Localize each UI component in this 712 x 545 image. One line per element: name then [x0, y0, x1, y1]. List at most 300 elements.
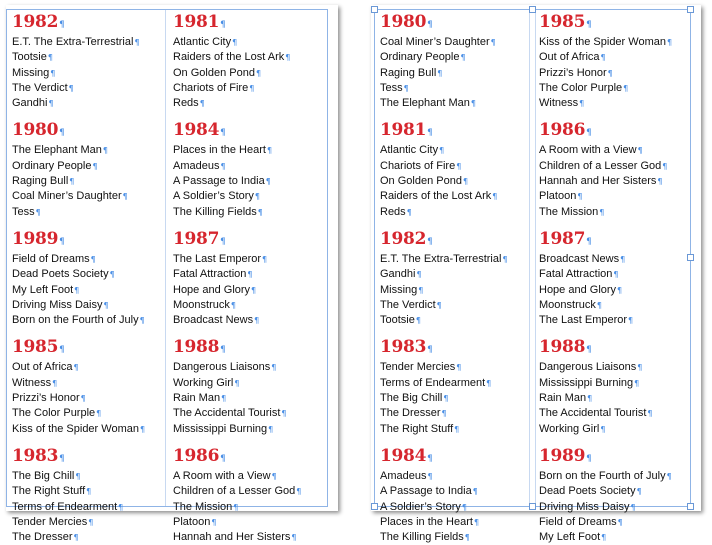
- film-title-text: Raiders of the Lost Ark: [173, 51, 285, 64]
- pilcrow-mark: ¶: [47, 53, 53, 63]
- film-title: [380, 205, 530, 220]
- film-title-text: Born on the Fourth of July: [539, 469, 666, 482]
- text-frame-unsorted[interactable]: [6, 9, 328, 544]
- pilcrow-mark: ¶: [59, 453, 65, 464]
- film-title: [380, 267, 530, 282]
- frame-handle-top-mid[interactable]: [529, 6, 536, 13]
- film-title: [380, 484, 530, 499]
- pilcrow-mark: ¶: [52, 378, 58, 388]
- film-title-text: The Dresser: [12, 531, 73, 544]
- film-title-text: Hope and Glory: [539, 283, 617, 296]
- film-title-text: Chariots of Fire: [380, 159, 456, 172]
- film-title-text: Prizzi’s Honor: [539, 66, 607, 79]
- pilcrow-mark: ¶: [68, 83, 74, 93]
- pilcrow-mark: ¶: [473, 517, 480, 527]
- pilcrow-mark: ¶: [427, 345, 433, 356]
- film-title-text: Hannah and Her Sisters: [173, 531, 291, 544]
- pilcrow-mark: ¶: [251, 285, 257, 295]
- film-title-text: Places in the Heart: [173, 144, 266, 157]
- film-title: [173, 50, 323, 65]
- year-text: 1980: [380, 12, 427, 32]
- pilcrow-mark: ¶: [461, 502, 468, 512]
- film-title: [12, 360, 162, 375]
- film-title-text: E.T. The Extra-Terrestrial: [12, 36, 134, 48]
- film-title-text: My Left Foot: [539, 531, 601, 544]
- pilcrow-mark: ¶: [109, 270, 115, 280]
- pilcrow-mark: ¶: [472, 487, 478, 497]
- film-title-text: Tess: [380, 81, 403, 94]
- pilcrow-mark: ¶: [454, 424, 460, 434]
- pilcrow-mark: ¶: [456, 363, 462, 373]
- film-title: [380, 360, 530, 375]
- film-title: [173, 376, 323, 391]
- pilcrow-mark: ¶: [586, 453, 592, 464]
- pilcrow-mark: ¶: [427, 128, 433, 139]
- film-title-text: A Soldier’s Story: [173, 190, 254, 203]
- film-title: [539, 267, 687, 282]
- pilcrow-mark: ¶: [647, 409, 653, 419]
- pilcrow-mark: ¶: [74, 285, 80, 295]
- film-title: [380, 96, 530, 111]
- film-title: [173, 143, 323, 158]
- pilcrow-mark: ¶: [73, 363, 79, 373]
- pilcrow-mark: ¶: [596, 300, 602, 310]
- pilcrow-mark: ¶: [415, 316, 421, 326]
- film-title: [539, 35, 687, 50]
- film-title-text: A Room with a View: [539, 144, 637, 157]
- film-title: [173, 500, 323, 515]
- pilcrow-mark: ¶: [620, 254, 626, 264]
- year-heading: [173, 120, 323, 143]
- pilcrow-mark: ¶: [464, 533, 470, 543]
- film-title-text: Born on the Fourth of July: [12, 314, 139, 327]
- film-title-text: The Accidental Tourist: [539, 407, 647, 420]
- pilcrow-mark: ¶: [75, 471, 81, 481]
- film-title-text: On Golden Pond: [380, 175, 462, 188]
- film-title: [12, 81, 162, 96]
- pilcrow-mark: ¶: [230, 300, 236, 310]
- pilcrow-mark: ¶: [139, 424, 146, 434]
- pilcrow-mark: ¶: [92, 161, 98, 171]
- film-title-text: Reds: [380, 205, 406, 218]
- film-title-text: A Passage to India: [380, 485, 472, 498]
- film-title-text: The Dresser: [380, 407, 441, 420]
- pilcrow-mark: ¶: [662, 161, 668, 171]
- film-title-text: The Verdict: [380, 298, 436, 311]
- year-section: [380, 12, 530, 111]
- pilcrow-mark: ¶: [59, 128, 65, 139]
- year-text: 1981: [380, 120, 427, 141]
- film-title: [12, 205, 162, 220]
- pilcrow-mark: ¶: [637, 146, 643, 156]
- pilcrow-mark: ¶: [492, 192, 498, 202]
- film-title-text: The Mission: [539, 205, 599, 218]
- year-text: 1989: [539, 445, 586, 466]
- film-title: [12, 252, 162, 267]
- film-title: [173, 66, 323, 81]
- year-section: [173, 120, 323, 219]
- film-title-text: Fatal Attraction: [539, 268, 613, 281]
- year-section: [380, 337, 530, 436]
- year-text: 1983: [12, 445, 59, 466]
- pilcrow-mark: ¶: [86, 487, 92, 497]
- pilcrow-mark: ¶: [443, 394, 449, 404]
- frame-handle-bottom-mid[interactable]: [529, 503, 536, 510]
- pilcrow-mark: ¶: [59, 345, 65, 356]
- film-title-text: The Killing Fields: [380, 531, 464, 544]
- year-heading: [12, 120, 162, 143]
- pilcrow-mark: ¶: [50, 68, 56, 78]
- film-title-text: Raiders of the Lost Ark: [380, 190, 492, 203]
- film-title: [173, 189, 323, 204]
- pilcrow-mark: ¶: [220, 161, 226, 171]
- pilcrow-mark: ¶: [118, 502, 124, 512]
- pilcrow-mark: ¶: [470, 99, 476, 109]
- text-frame-sorted[interactable]: [374, 9, 691, 544]
- film-title-text: Atlantic City: [380, 144, 439, 157]
- film-title: [380, 391, 530, 406]
- year-section: [173, 337, 323, 436]
- film-title: [539, 376, 687, 391]
- pilcrow-mark: ¶: [220, 345, 226, 356]
- pilcrow-mark: ¶: [628, 316, 634, 326]
- film-title: [12, 96, 162, 111]
- film-title: [380, 35, 530, 50]
- film-title: [539, 500, 687, 515]
- film-title: [173, 159, 323, 174]
- pilcrow-mark: ¶: [617, 285, 623, 295]
- film-title: [539, 530, 687, 545]
- film-title-text: Mississippi Burning: [173, 422, 268, 435]
- film-title: [173, 515, 323, 530]
- film-title: [539, 189, 687, 204]
- film-title-text: Atlantic City: [173, 36, 232, 48]
- film-title: [539, 159, 687, 174]
- pilcrow-mark: ¶: [122, 192, 128, 202]
- year-section: [173, 446, 323, 545]
- pilcrow-mark: ¶: [666, 471, 672, 481]
- year-section: [12, 229, 162, 328]
- pilcrow-mark: ¶: [255, 68, 262, 78]
- year-section: [12, 12, 162, 111]
- film-title: [539, 391, 687, 406]
- film-title: [539, 422, 687, 437]
- pilcrow-mark: ¶: [427, 471, 433, 481]
- film-title: [12, 143, 162, 158]
- pilcrow-mark: ¶: [586, 236, 592, 247]
- pilcrow-mark: ¶: [490, 38, 496, 47]
- film-title-text: Places in the Heart: [380, 515, 473, 528]
- pilcrow-mark: ¶: [418, 285, 424, 295]
- pilcrow-mark: ¶: [586, 345, 592, 356]
- year-text: 1989: [12, 228, 59, 249]
- film-title: [539, 484, 687, 499]
- film-title: [380, 174, 530, 189]
- pilcrow-mark: ¶: [265, 177, 271, 187]
- year-heading: [380, 337, 530, 360]
- year-heading: [380, 12, 530, 35]
- film-title: [173, 205, 323, 220]
- pilcrow-mark: ¶: [220, 20, 226, 30]
- film-title: [380, 252, 530, 267]
- year-text: 1985: [12, 337, 59, 358]
- frame-handle-mid-right[interactable]: [687, 254, 694, 261]
- year-heading: [173, 446, 323, 469]
- film-title: [380, 189, 530, 204]
- film-title-text: Reds: [173, 97, 199, 110]
- film-title-text: The Last Emperor: [173, 252, 262, 265]
- pilcrow-mark: ¶: [486, 378, 492, 388]
- film-title: [173, 469, 323, 484]
- pilcrow-mark: ¶: [577, 192, 583, 202]
- pilcrow-mark: ¶: [254, 192, 261, 202]
- year-section: [12, 120, 162, 219]
- film-title: [539, 283, 687, 298]
- film-title-text: Hannah and Her Sisters: [539, 175, 657, 188]
- film-title-text: My Left Foot: [12, 283, 74, 296]
- film-title-text: Dangerous Liaisons: [173, 361, 271, 374]
- film-title: [173, 484, 323, 499]
- film-title-text: Kiss of the Spider Woman: [539, 36, 666, 48]
- film-title-text: Platoon: [173, 515, 211, 528]
- film-title: [12, 484, 162, 499]
- year-text: 1981: [173, 12, 220, 32]
- pilcrow-mark: ¶: [96, 409, 102, 419]
- film-title: [12, 469, 162, 484]
- film-title-text: E.T. The Extra-Terrestrial: [380, 252, 502, 265]
- frame-handle-bottom-right[interactable]: [687, 503, 694, 510]
- film-title-text: On Golden Pond: [173, 66, 255, 79]
- column-gutter-right: [535, 10, 536, 506]
- film-title: [173, 96, 323, 111]
- film-title-text: The Elephant Man: [12, 144, 102, 157]
- film-title-text: Chariots of Fire: [173, 81, 249, 94]
- year-section: [380, 229, 530, 328]
- year-heading: [12, 446, 162, 469]
- film-title-text: Field of Dreams: [12, 252, 90, 265]
- film-title-text: The Big Chill: [12, 469, 75, 482]
- film-title-text: Dead Poets Society: [12, 268, 109, 281]
- pilcrow-mark: ¶: [271, 363, 277, 373]
- pilcrow-mark: ¶: [221, 394, 227, 404]
- film-title-text: Tootsie: [12, 51, 47, 64]
- pilcrow-mark: ¶: [232, 38, 238, 47]
- film-title-text: Prizzi’s Honor: [12, 392, 80, 405]
- film-title: [173, 252, 323, 267]
- pilcrow-mark: ¶: [266, 146, 273, 156]
- film-title-text: The Color Purple: [12, 407, 96, 420]
- film-title-text: Tess: [12, 205, 35, 218]
- film-title: [173, 298, 323, 313]
- film-title: [12, 283, 162, 298]
- film-title: [12, 298, 162, 313]
- film-title: [173, 283, 323, 298]
- year-heading: [380, 229, 530, 252]
- film-title: [173, 422, 323, 437]
- film-title: [12, 189, 162, 204]
- year-text: 1983: [380, 337, 427, 358]
- pilcrow-mark: ¶: [220, 236, 226, 247]
- film-title-text: Raging Bull: [12, 175, 69, 188]
- film-title-text: Witness: [539, 97, 579, 110]
- year-text: 1980: [12, 120, 59, 141]
- film-title-text: Missing: [12, 66, 50, 79]
- film-title: [12, 66, 162, 81]
- film-title-text: Rain Man: [539, 392, 587, 405]
- pilcrow-mark: ¶: [281, 409, 287, 419]
- year-text: 1982: [380, 228, 427, 249]
- film-title-text: A Room with a View: [173, 469, 271, 482]
- film-title-text: Children of a Lesser God: [173, 485, 296, 498]
- film-title: [380, 422, 530, 437]
- pilcrow-mark: ¶: [427, 453, 433, 464]
- film-title-text: Working Girl: [539, 422, 600, 435]
- film-title: [539, 469, 687, 484]
- frame-handle-bottom-left[interactable]: [371, 503, 378, 510]
- film-title: [539, 81, 687, 96]
- pilcrow-mark: ¶: [623, 83, 629, 93]
- film-title-text: Tender Mercies: [380, 361, 456, 374]
- left-page: [6, 5, 338, 544]
- pilcrow-mark: ¶: [59, 20, 65, 30]
- film-title-text: The Elephant Man: [380, 97, 470, 110]
- pilcrow-mark: ¶: [437, 68, 443, 78]
- film-title: [173, 530, 323, 545]
- film-title-text: Kiss of the Spider Woman: [12, 422, 139, 435]
- film-title: [12, 35, 162, 50]
- film-title-text: Coal Miner’s Daughter: [12, 190, 122, 203]
- film-title: [539, 406, 687, 421]
- film-title-text: Broadcast News: [173, 314, 254, 327]
- text-column-2[interactable]: [173, 10, 323, 544]
- year-text: 1988: [173, 337, 220, 358]
- pilcrow-mark: ¶: [211, 517, 217, 527]
- film-title: [380, 50, 530, 65]
- pilcrow-mark: ¶: [139, 316, 145, 326]
- pilcrow-mark: ¶: [462, 177, 469, 187]
- text-column-1[interactable]: [12, 10, 162, 544]
- film-title: [380, 143, 530, 158]
- film-title: [380, 159, 530, 174]
- film-title: [380, 283, 530, 298]
- year-heading: [539, 337, 687, 360]
- pilcrow-mark: ¶: [630, 502, 636, 512]
- pilcrow-mark: ¶: [637, 363, 643, 373]
- film-title: [12, 313, 162, 328]
- film-title: [12, 422, 162, 437]
- pilcrow-mark: ¶: [291, 533, 297, 543]
- film-title-text: Moonstruck: [173, 298, 230, 311]
- frame-handle-top-right[interactable]: [687, 6, 694, 13]
- film-title-text: Terms of Endearment: [12, 500, 118, 513]
- frame-handle-top-left[interactable]: [371, 6, 378, 13]
- pilcrow-mark: ¶: [233, 502, 239, 512]
- film-title-text: Working Girl: [173, 376, 234, 389]
- pilcrow-mark: ¶: [502, 254, 508, 264]
- film-title: [539, 252, 687, 267]
- film-title: [12, 500, 162, 515]
- year-text: 1988: [539, 337, 586, 358]
- film-title: [380, 81, 530, 96]
- pilcrow-mark: ¶: [285, 53, 291, 63]
- pilcrow-mark: ¶: [607, 68, 613, 78]
- film-title: [539, 360, 687, 375]
- pilcrow-mark: ¶: [599, 207, 605, 217]
- film-title: [12, 159, 162, 174]
- pilcrow-mark: ¶: [220, 453, 226, 464]
- film-title-text: Dangerous Liaisons: [539, 361, 637, 374]
- film-title-text: The Color Purple: [539, 81, 623, 94]
- film-title-text: The Verdict: [12, 81, 68, 94]
- film-title: [539, 174, 687, 189]
- film-title-text: Rain Man: [173, 392, 221, 405]
- film-title-text: Out of Africa: [12, 361, 73, 374]
- film-title: [539, 313, 687, 328]
- pilcrow-mark: ¶: [406, 207, 412, 217]
- pilcrow-mark: ¶: [262, 254, 268, 264]
- film-title-text: Driving Miss Daisy: [539, 500, 630, 513]
- year-text: 1984: [173, 120, 220, 141]
- pilcrow-mark: ¶: [601, 533, 607, 543]
- pilcrow-mark: ¶: [600, 53, 606, 63]
- film-title-text: The Last Emperor: [539, 314, 628, 327]
- film-title-text: Coal Miner’s Daughter: [380, 36, 490, 48]
- year-section: [539, 337, 687, 436]
- year-text: 1984: [380, 445, 427, 466]
- film-title: [12, 391, 162, 406]
- year-text: 1986: [173, 445, 220, 466]
- pilcrow-mark: ¶: [600, 424, 606, 434]
- film-title: [380, 313, 530, 328]
- year-text: 1987: [173, 228, 220, 249]
- film-title: [173, 391, 323, 406]
- film-title-text: Raging Bull: [380, 66, 437, 79]
- film-title: [380, 406, 530, 421]
- film-title: [173, 313, 323, 328]
- film-title-text: Tender Mercies: [12, 515, 88, 528]
- pilcrow-mark: ¶: [439, 146, 445, 156]
- year-heading: [539, 446, 687, 469]
- text-column-1[interactable]: [380, 10, 530, 544]
- film-title-text: Driving Miss Daisy: [12, 298, 103, 311]
- film-title: [173, 406, 323, 421]
- pilcrow-mark: ¶: [59, 236, 65, 247]
- film-title: [12, 174, 162, 189]
- film-title: [12, 376, 162, 391]
- pilcrow-mark: ¶: [427, 20, 433, 30]
- pilcrow-mark: ¶: [613, 270, 619, 280]
- film-title: [539, 515, 687, 530]
- pilcrow-mark: ¶: [460, 53, 466, 63]
- year-heading: [12, 12, 162, 35]
- year-heading: [173, 12, 323, 35]
- year-section: [380, 120, 530, 219]
- film-title: [12, 267, 162, 282]
- film-title: [173, 267, 323, 282]
- pilcrow-mark: ¶: [35, 207, 41, 217]
- pilcrow-mark: ¶: [586, 128, 592, 139]
- text-column-2[interactable]: [539, 10, 687, 544]
- film-title: [380, 66, 530, 81]
- pilcrow-mark: ¶: [296, 487, 302, 497]
- film-title: [12, 530, 162, 545]
- film-title-text: Field of Dreams: [539, 515, 617, 528]
- film-title: [12, 406, 162, 421]
- film-title-text: Mississippi Burning: [539, 376, 634, 389]
- year-section: [173, 12, 323, 111]
- film-title-text: The Right Stuff: [12, 485, 86, 498]
- pilcrow-mark: ¶: [427, 236, 433, 247]
